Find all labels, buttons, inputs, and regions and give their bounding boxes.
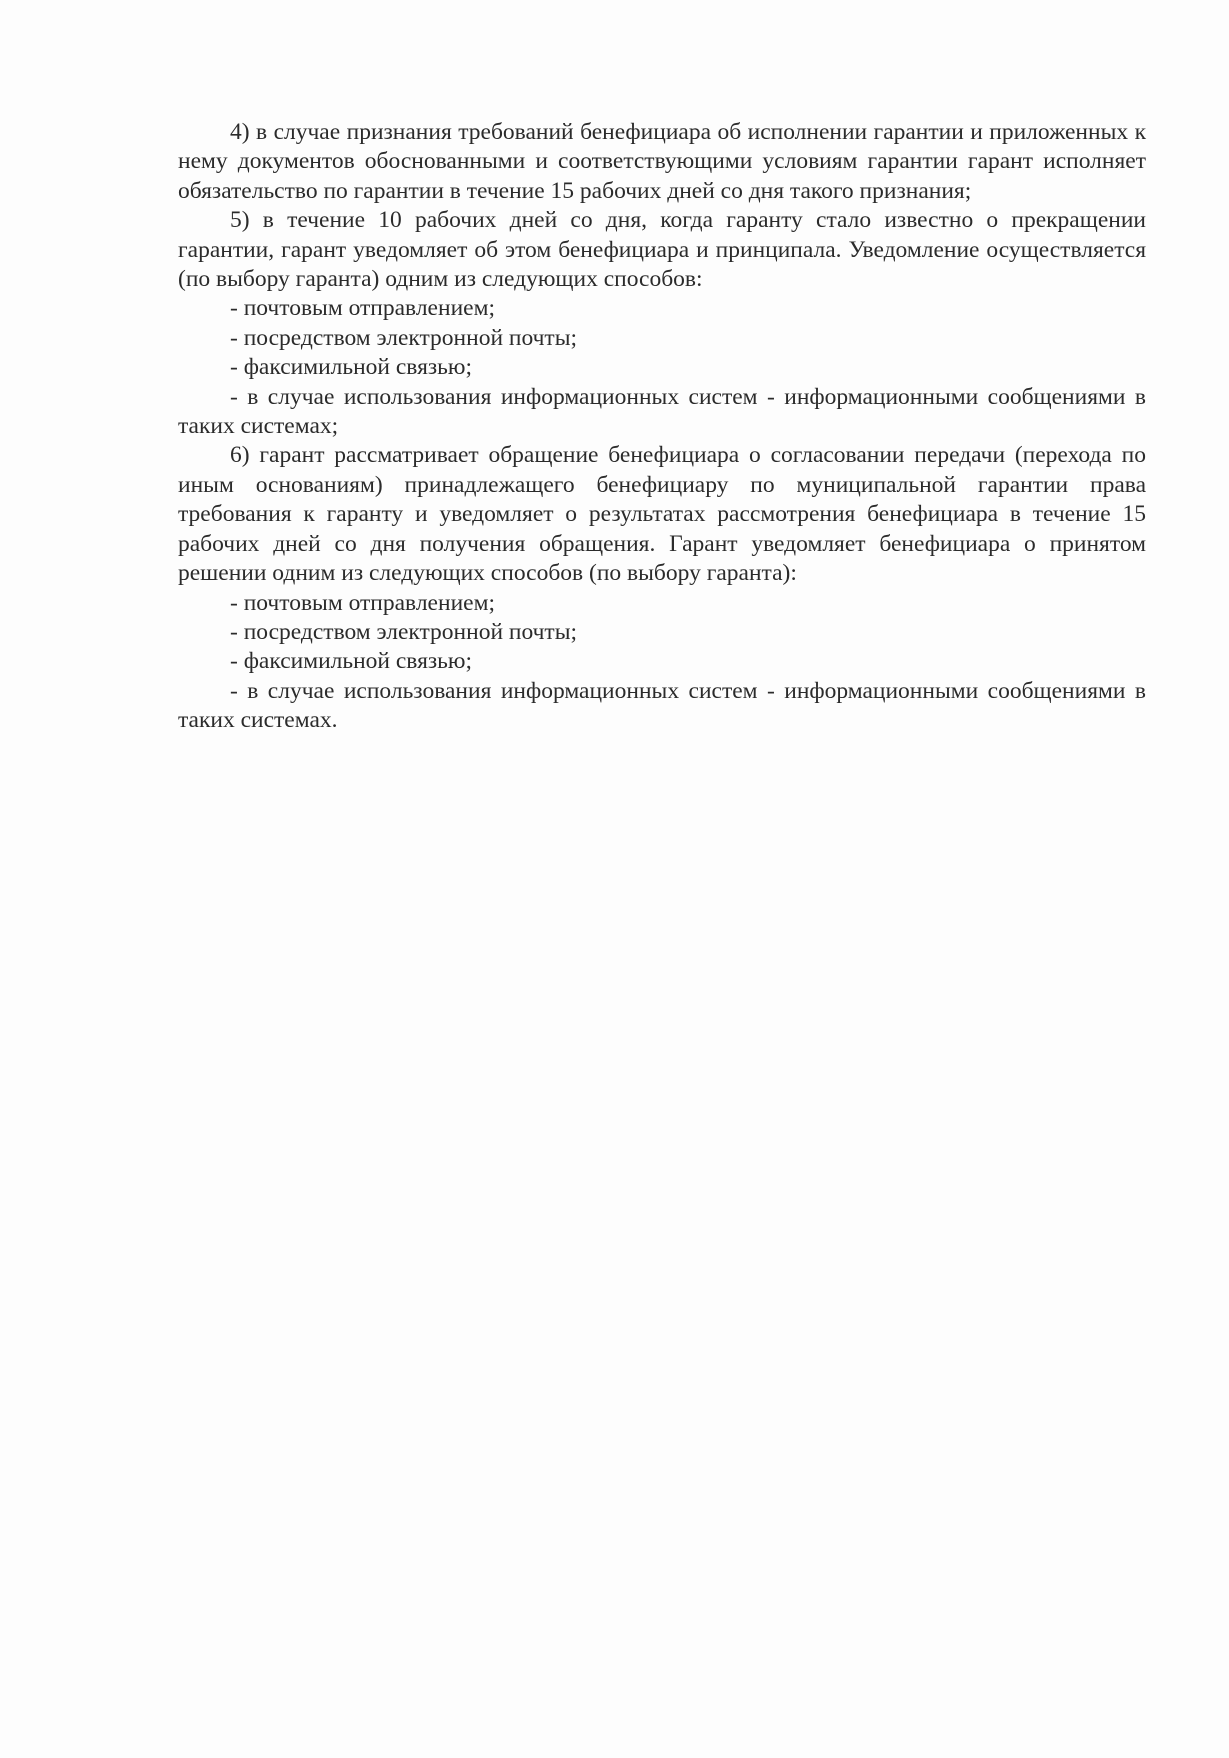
bullet-email: - посредством электронной почты;	[230, 324, 578, 351]
bullet-fax: - факсимильной связью;	[230, 354, 472, 381]
bullet-info-systems: - в случае использования информационных систем - информационными сообщениями в таких системах;	[178, 383, 1146, 440]
bullet-postal: - почтовым отправлением;	[230, 295, 495, 322]
bullet-fax-2: - факсимильной связью;	[230, 648, 472, 675]
bullet-info-systems-2: - в случае использования информационных систем - информационными сообщениями в таких системах.	[178, 677, 1146, 734]
paragraph-item-5: 5) в течение 10 рабочих дней со дня, когда гаранту стало известно о прекращении гарантии, гарант уведомляет об этом бенефициара и принципала. Уведомление осуществляется (по выбору гаранта) одним из следующих способов:	[178, 207, 1146, 293]
bullet-email-2: - посредством электронной почты;	[230, 618, 578, 645]
document-body	[178, 118, 1146, 736]
paragraph-item-6: 6) гарант рассматривает обращение бенефициара о согласовании передачи (перехода по иным основаниям) принадлежащего бенефициару по муниципальной гарантии права требования к гаранту и уведомляет о результатах рассмотрения бенефициара в течение 15 рабочих дней со дня получения обращения. Гарант уведомляет бенефициара о принятом решении одним из следующих способов (по выбору гаранта):	[178, 442, 1146, 587]
bullet-postal-2: - почтовым отправлением;	[230, 589, 495, 616]
paragraph-item-4: 4) в случае признания требований бенефициара об исполнении гарантии и приложенных к нему документов обоснованными и соответствующими условиям гарантии гарант исполняет обязательство по гарантии в течение 15 рабочих дней со дня такого признания;	[178, 119, 1146, 204]
